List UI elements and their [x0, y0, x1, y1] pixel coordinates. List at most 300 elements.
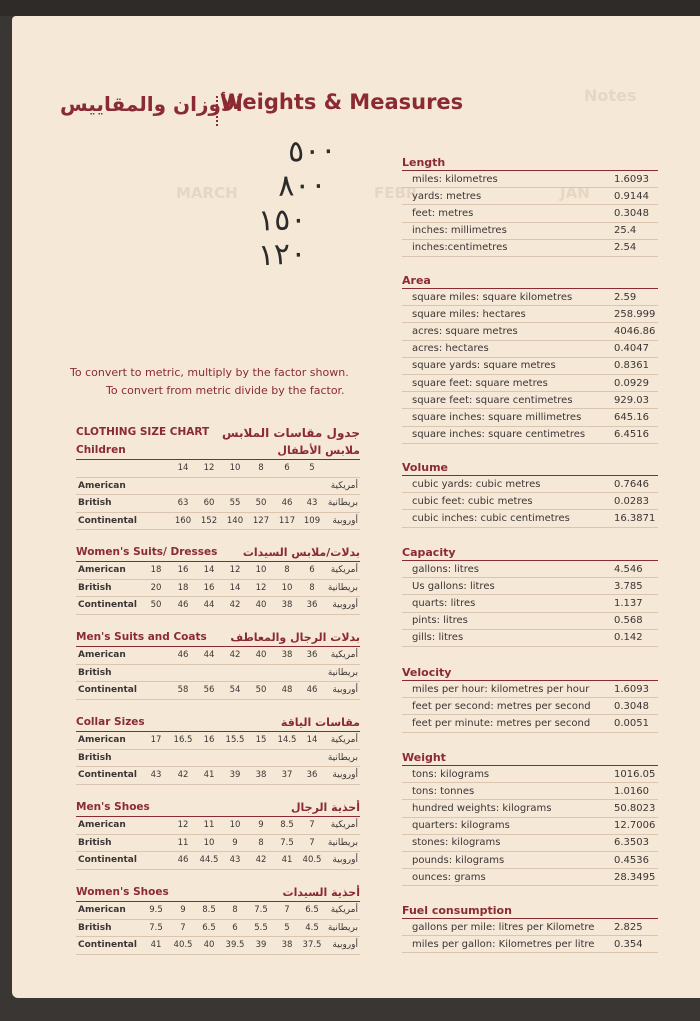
clothing-section [76, 886, 360, 955]
measure-factor: 258.999 [614, 308, 656, 320]
size-cell: 9 [232, 837, 238, 848]
region-label-arabic: بريطانية [327, 582, 358, 593]
size-cell: 42 [229, 650, 241, 660]
size-header-cell: 14 [177, 463, 189, 473]
size-cell: 7.5 [149, 922, 163, 933]
size-cell: 58 [177, 685, 189, 695]
measure-label: pints: litres [412, 615, 468, 627]
size-cell: 8 [232, 905, 238, 915]
clothing-section-title: Collar Sizes [76, 716, 145, 728]
measure-row [402, 630, 658, 647]
size-cell: 38 [281, 600, 293, 610]
measure-factor: 0.3048 [614, 207, 649, 219]
measure-section-title: Capacity [402, 546, 456, 559]
measure-row [402, 766, 658, 783]
measure-row [402, 681, 658, 698]
region-label: Continental [78, 515, 137, 526]
measure-label: ounces: grams [412, 871, 486, 883]
measure-row [402, 578, 658, 595]
handwriting-line: ٥٠٠ [287, 132, 338, 170]
size-cell: 44 [203, 650, 215, 660]
size-row [76, 902, 360, 920]
region-label-arabic: أوروبية [332, 940, 358, 950]
size-cell: 5 [284, 922, 290, 933]
title-divider [216, 96, 218, 126]
size-cell: 18 [150, 565, 162, 575]
measure-factor: 0.7646 [614, 478, 649, 490]
measure-factor: 1.6093 [614, 173, 649, 185]
region-label: American [78, 650, 126, 660]
measure-label: miles per hour: kilometres per hour [412, 683, 590, 695]
region-label: American [78, 735, 126, 745]
measure-row [402, 783, 658, 800]
measure-factor: 929.03 [614, 394, 649, 406]
size-cell: 38 [281, 940, 293, 950]
size-cell: 10 [229, 820, 241, 830]
size-cell: 39 [255, 940, 267, 950]
measure-label: feet per minute: metres per second [412, 717, 591, 729]
size-cell: 117 [278, 515, 296, 526]
region-label-arabic: أوروبية [332, 600, 358, 610]
clothing-section-header [76, 546, 360, 561]
measure-label: miles per gallon: Kilometres per litre [412, 938, 595, 950]
measure-label: square miles: square kilometres [412, 291, 573, 303]
size-cell: 7 [284, 905, 290, 915]
size-row [76, 597, 360, 615]
size-header-cell: 12 [203, 463, 215, 473]
size-cell: 10 [203, 837, 215, 848]
handwriting-line: ١٥٠ [257, 201, 307, 239]
size-cell: 18 [177, 582, 189, 593]
size-cell: 8.5 [280, 820, 294, 830]
measure-row [402, 306, 658, 323]
handwriting-line: ١٢٠ [257, 235, 308, 274]
measure-label: gills: litres [412, 632, 464, 644]
region-label: Continental [78, 940, 137, 950]
measure-label: tons: kilograms [412, 768, 490, 780]
region-label-arabic: بريطانية [327, 498, 358, 508]
measure-label: quarts: litres [412, 597, 476, 609]
region-label-arabic: أمريكية [330, 820, 358, 830]
measure-section-volume [402, 461, 658, 528]
conversion-note-line1: To convert to metric, multiply by the factor shown. [70, 366, 349, 379]
measure-factor: 0.9144 [614, 190, 649, 202]
measure-label: acres: hectares [412, 343, 489, 355]
measure-label: square miles: hectares [412, 308, 526, 320]
size-cell: 37.5 [302, 940, 322, 950]
size-cell: 38 [281, 650, 293, 660]
clothing-section-title-arabic: بدلات الرجال والمعاطف [230, 631, 360, 644]
size-header-cell: 10 [229, 463, 241, 473]
region-label: British [78, 922, 112, 933]
size-cell: 127 [252, 515, 270, 526]
clothing-section-title-arabic: بدلات/ملابس السيدات [242, 546, 360, 559]
clothing-section-title-arabic: أحذية السيدات [282, 886, 360, 899]
size-cell: 7 [309, 820, 315, 830]
measure-row [402, 392, 658, 409]
size-cell: 16.5 [173, 735, 193, 745]
size-row [76, 478, 360, 496]
size-row [76, 513, 360, 531]
measure-label: inches:centimetres [412, 242, 508, 254]
measure-label: acres: square metres [412, 325, 518, 337]
size-cell: 44.5 [199, 855, 219, 865]
size-cell: 38 [255, 770, 267, 780]
size-cell: 8 [309, 582, 315, 593]
region-label: American [78, 565, 126, 575]
measure-factor: 50.8023 [614, 802, 656, 814]
handwriting-line: ٨٠٠ [277, 167, 327, 204]
region-label: Continental [78, 685, 137, 695]
clothing-section-title: Men's Shoes [76, 801, 150, 813]
size-cell: 50 [255, 685, 267, 695]
ghost-march: MARCH [176, 184, 238, 202]
measure-section-title: Velocity [402, 666, 452, 679]
measure-row [402, 936, 658, 953]
size-cell: 140 [226, 515, 244, 526]
measure-section-velocity [402, 666, 658, 733]
measure-section-weight [402, 751, 658, 886]
region-label-arabic: أمريكية [330, 650, 358, 660]
measure-label: cubic feet: cubic metres [412, 495, 533, 507]
region-label: British [78, 667, 112, 678]
top-edge [0, 0, 700, 16]
region-label-arabic: أوروبية [332, 770, 358, 780]
size-cell: 12 [177, 820, 189, 830]
measure-factor: 6.4516 [614, 429, 649, 441]
size-cell: 36 [306, 770, 318, 780]
size-row [76, 682, 360, 700]
page [12, 16, 700, 998]
size-cell: 7 [309, 837, 315, 848]
size-cell: 6.5 [305, 905, 319, 915]
size-cell: 46 [177, 600, 189, 610]
size-row [76, 750, 360, 768]
size-row [76, 732, 360, 750]
region-label-arabic: أوروبية [332, 515, 358, 526]
clothing-section-title: Women's Suits/ Dresses [76, 546, 218, 558]
size-cell: 7.5 [254, 905, 268, 915]
measure-factor: 2.54 [614, 242, 637, 254]
size-row [76, 937, 360, 955]
measure-label: square feet: square metres [412, 377, 548, 389]
size-cell: 54 [229, 685, 241, 695]
measure-section-area [402, 274, 658, 444]
size-cell: 40 [255, 650, 267, 660]
size-cell: 8 [258, 837, 264, 848]
size-cell: 41 [150, 940, 162, 950]
size-cell: 15.5 [225, 735, 245, 745]
measure-row [402, 869, 658, 886]
measure-row [402, 188, 658, 205]
size-cell: 7 [180, 922, 186, 933]
size-cell: 39.5 [225, 940, 245, 950]
size-cell: 42 [255, 855, 267, 865]
measure-row [402, 919, 658, 936]
clothing-section-title: Children [76, 444, 126, 456]
size-cell: 40.5 [302, 855, 322, 865]
size-cell: 17 [150, 735, 162, 745]
region-label: Continental [78, 600, 137, 610]
size-cell: 16 [177, 565, 189, 575]
measure-row [402, 852, 658, 869]
measure-factor: 0.3048 [614, 700, 649, 712]
clothing-section-title: Women's Shoes [76, 886, 169, 898]
measure-row [402, 205, 658, 222]
measure-label: yards: metres [412, 190, 482, 202]
size-row [76, 647, 360, 665]
title-arabic: الأوزان والمقاييس [60, 92, 243, 116]
measure-label: inches: millimetres [412, 225, 507, 237]
measure-label: square yards: square metres [412, 360, 556, 372]
size-cell: 20 [150, 582, 162, 593]
measure-row [402, 493, 658, 510]
size-cell: 4.5 [305, 922, 319, 933]
size-cell: 55 [229, 498, 241, 508]
measure-section-title: Fuel consumption [402, 904, 512, 917]
clothing-section [76, 801, 360, 870]
size-cell: 8 [284, 565, 290, 575]
clothing-section-title: Men's Suits and Coats [76, 631, 207, 643]
measure-row [402, 375, 658, 392]
measure-label: gallons per mile: litres per Kilometre [412, 921, 595, 933]
measure-factor: 25.4 [614, 225, 637, 237]
size-cell: 11 [203, 820, 215, 830]
size-cell: 109 [303, 515, 321, 526]
size-cell: 15 [255, 735, 267, 745]
measure-row [402, 835, 658, 852]
measure-factor: 12.7006 [614, 820, 656, 832]
measure-factor: 0.568 [614, 615, 643, 627]
clothing-title-arabic: جدول مقاسات الملابس [222, 426, 360, 440]
measure-row [402, 409, 658, 426]
region-label-arabic: أمريكية [330, 480, 358, 491]
size-cell: 40 [255, 600, 267, 610]
measure-factor: 16.3871 [614, 512, 656, 524]
handwritten-notes [248, 132, 358, 274]
clothing-title-english: CLOTHING SIZE CHART [76, 426, 210, 438]
measure-factor: 1016.05 [614, 768, 656, 780]
size-cell: 152 [200, 515, 218, 526]
region-label: British [78, 582, 112, 593]
measure-section-title: Length [402, 156, 446, 169]
size-cell: 14 [306, 735, 318, 745]
measure-factor: 3.785 [614, 580, 643, 592]
measure-section-length [402, 156, 658, 257]
region-label-arabic: أمريكية [330, 565, 358, 575]
measure-factor: 0.0929 [614, 377, 649, 389]
measure-row [402, 510, 658, 527]
size-cell: 6 [232, 922, 238, 933]
size-cell: 10 [281, 582, 293, 593]
region-label: Continental [78, 770, 137, 780]
clothing-section [76, 444, 360, 530]
size-row [76, 665, 360, 683]
region-label: American [78, 480, 126, 491]
size-cell: 42 [229, 600, 241, 610]
measure-label: square feet: square centimetres [412, 394, 573, 406]
measure-label: square inches: square millimetres [412, 411, 582, 423]
size-cell: 50 [150, 600, 162, 610]
measure-label: hundred weights: kilograms [412, 802, 552, 814]
measure-section-title: Weight [402, 751, 446, 764]
region-label: British [78, 752, 112, 763]
measure-row [402, 800, 658, 817]
title-english: Weights & Measures [220, 90, 464, 114]
measure-row [402, 476, 658, 493]
size-row [76, 767, 360, 785]
measure-label: gallons: litres [412, 563, 479, 575]
size-cell: 8.5 [202, 905, 216, 915]
size-cell: 36 [306, 650, 318, 660]
clothing-section-header [76, 886, 360, 901]
measure-factor: 1.0160 [614, 785, 649, 797]
region-label: British [78, 498, 112, 508]
clothing-section [76, 716, 360, 785]
size-row [76, 817, 360, 835]
size-cell: 46 [177, 650, 189, 660]
size-cell: 12 [255, 582, 267, 593]
conversion-note-line2: To convert from metric divide by the factor. [106, 384, 345, 397]
measure-label: miles: kilometres [412, 173, 498, 185]
size-cell: 10 [255, 565, 267, 575]
size-cell: 14 [229, 582, 241, 593]
measure-factor: 0.354 [614, 938, 643, 950]
size-cell: 43 [150, 770, 162, 780]
size-row [76, 495, 360, 513]
ghost-notes: Notes [584, 86, 637, 105]
region-label-arabic: بريطانية [327, 922, 358, 933]
size-row [76, 580, 360, 598]
measure-factor: 28.3495 [614, 871, 656, 883]
region-label: American [78, 905, 126, 915]
measure-factor: 6.3503 [614, 837, 649, 849]
size-cell: 46 [177, 855, 189, 865]
clothing-section-header [76, 631, 360, 646]
size-row [76, 562, 360, 580]
measure-row [402, 698, 658, 715]
size-cell: 7.5 [280, 837, 294, 848]
size-cell: 14 [203, 565, 215, 575]
size-header-cell: 5 [309, 463, 315, 473]
measure-label: feet per second: metres per second [412, 700, 591, 712]
size-cell: 63 [177, 498, 189, 508]
measure-label: cubic inches: cubic centimetres [412, 512, 570, 524]
size-cell: 37 [281, 770, 293, 780]
size-cell: 5.5 [254, 922, 268, 933]
measure-label: feet: metres [412, 207, 474, 219]
size-cell: 43 [229, 855, 241, 865]
size-cell: 41 [203, 770, 215, 780]
measure-factor: 2.59 [614, 291, 637, 303]
clothing-section [76, 631, 360, 700]
size-header-cell: 6 [284, 463, 290, 473]
measure-factor: 0.142 [614, 632, 643, 644]
clothing-title-row [76, 426, 360, 440]
size-cell: 6.5 [202, 922, 216, 933]
size-cell: 46 [281, 498, 293, 508]
measure-factor: 2.825 [614, 921, 643, 933]
size-cell: 160 [174, 515, 192, 526]
measure-row [402, 613, 658, 630]
measure-factor: 0.0051 [614, 717, 649, 729]
size-cell: 16 [203, 735, 215, 745]
clothing-section-title-arabic: ملابس الأطفال [277, 444, 360, 457]
measure-label: Us gallons: litres [412, 580, 495, 592]
measure-row [402, 289, 658, 306]
size-cell: 6 [309, 565, 315, 575]
measure-factor: 0.8361 [614, 360, 649, 372]
measure-label: quarters: kilograms [412, 820, 510, 832]
measure-section-capacity [402, 546, 658, 647]
size-cell: 12 [229, 565, 241, 575]
region-label-arabic: أوروبية [332, 685, 358, 695]
region-label-arabic: أمريكية [330, 905, 358, 915]
clothing-section-header [76, 801, 360, 816]
measure-factor: 1.6093 [614, 683, 649, 695]
measure-row [402, 595, 658, 612]
region-label-arabic: بريطانية [327, 667, 358, 678]
clothing-section-header [76, 716, 360, 731]
size-cell: 42 [177, 770, 189, 780]
region-label-arabic: بريطانية [327, 752, 358, 763]
size-cell: 60 [203, 498, 215, 508]
size-row [76, 835, 360, 853]
size-cell: 40.5 [173, 940, 193, 950]
measure-row [402, 358, 658, 375]
clothing-section-title-arabic: أحذية الرجال [290, 801, 360, 814]
size-cell: 44 [203, 600, 215, 610]
measure-row [402, 240, 658, 257]
measure-row [402, 561, 658, 578]
ghost-feb: FEBR [374, 184, 418, 202]
measure-label: square inches: square centimetres [412, 429, 586, 441]
measure-label: stones: kilograms [412, 837, 501, 849]
region-label: British [78, 837, 112, 848]
measure-row [402, 341, 658, 358]
size-cell: 46 [306, 685, 318, 695]
measure-row [402, 323, 658, 340]
measure-label: tons: tonnes [412, 785, 475, 797]
measure-factor: 0.0283 [614, 495, 649, 507]
size-cell: 9.5 [149, 905, 163, 915]
size-header-row [76, 460, 360, 478]
region-label-arabic: أوروبية [332, 855, 358, 865]
measure-section-title: Area [402, 274, 431, 287]
measure-factor: 1.137 [614, 597, 643, 609]
measure-factor: 0.4536 [614, 854, 649, 866]
measure-section-title: Volume [402, 461, 448, 474]
size-cell: 43 [306, 498, 318, 508]
size-cell: 16 [203, 582, 215, 593]
size-cell: 56 [203, 685, 215, 695]
size-cell: 9 [180, 905, 186, 915]
size-cell: 9 [258, 820, 264, 830]
size-row [76, 852, 360, 870]
measure-label: pounds: kilograms [412, 854, 505, 866]
region-label-arabic: أمريكية [330, 735, 358, 745]
size-cell: 40 [203, 940, 215, 950]
clothing-section-title-arabic: مقاسات الياقة [280, 716, 360, 729]
measure-factor: 4046.86 [614, 325, 656, 337]
size-cell: 14.5 [277, 735, 297, 745]
size-cell: 48 [281, 685, 293, 695]
measure-label: cubic yards: cubic metres [412, 478, 541, 490]
size-row [76, 920, 360, 938]
size-header-cell: 8 [258, 463, 264, 473]
size-cell: 36 [306, 600, 318, 610]
region-label-arabic: بريطانية [327, 837, 358, 848]
